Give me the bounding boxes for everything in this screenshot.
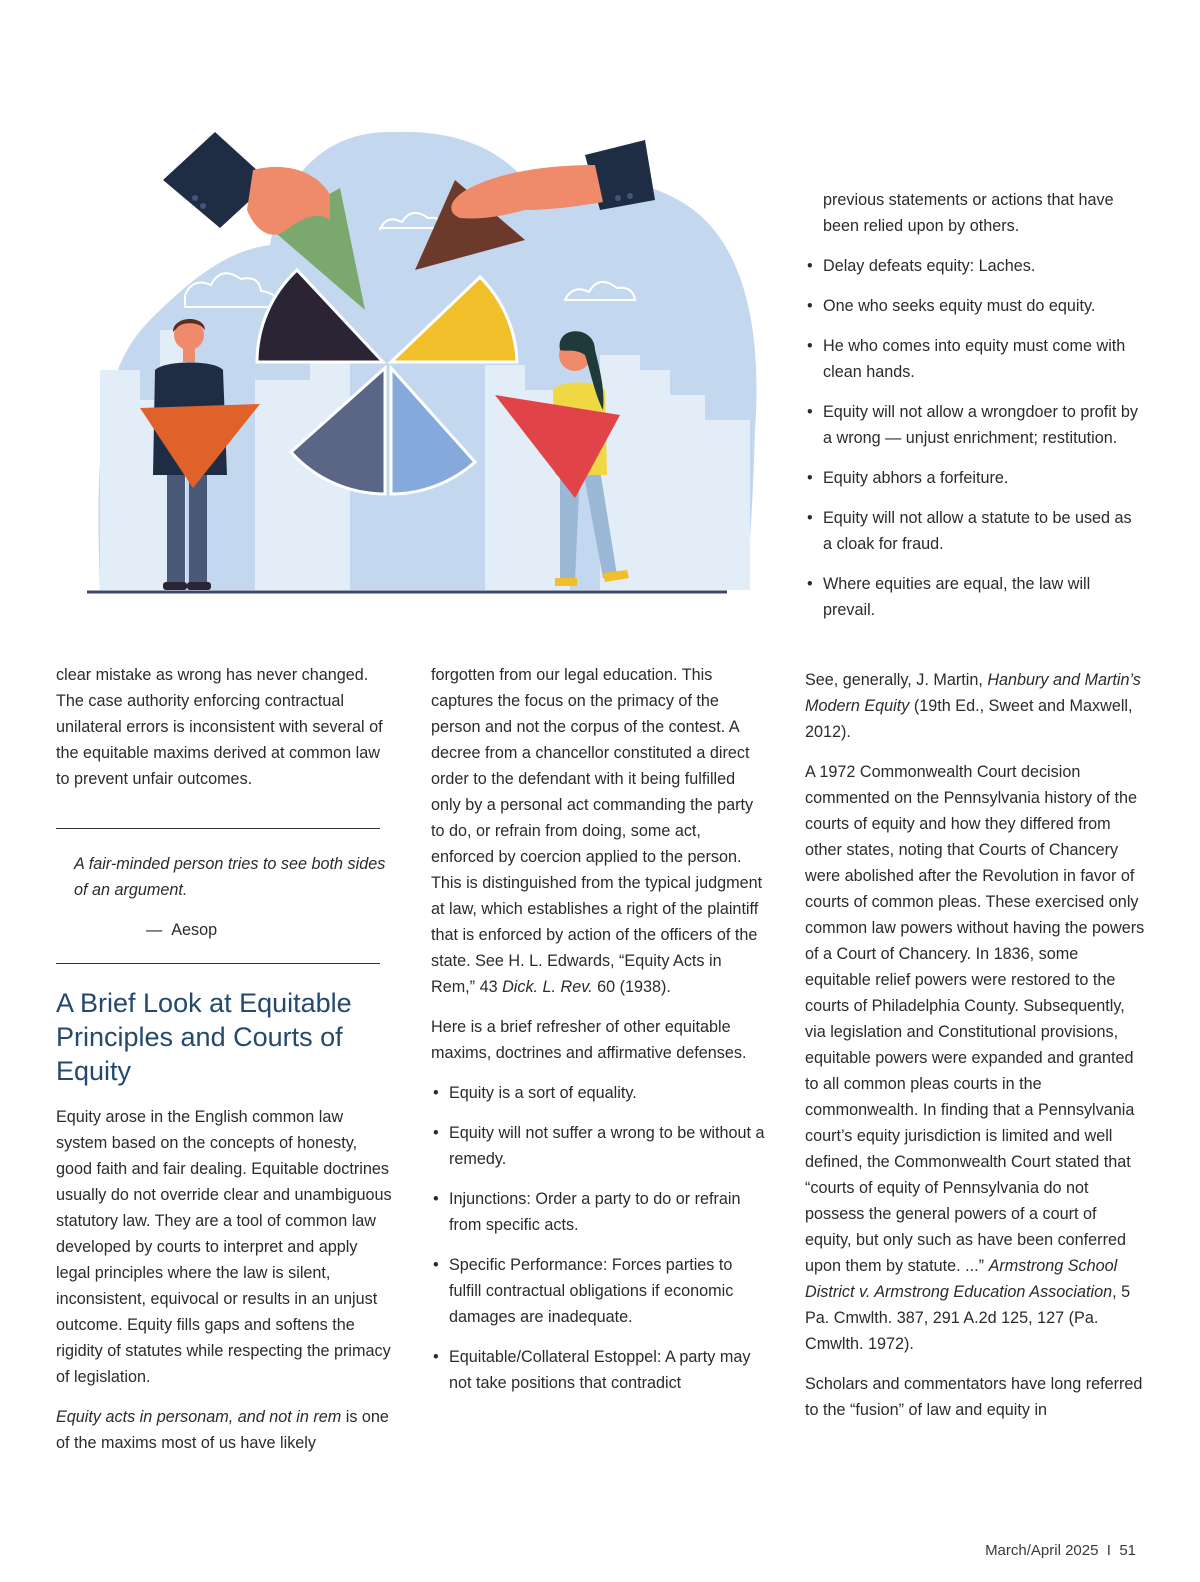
paragraph-text: 60 (1938). xyxy=(592,978,671,996)
quote-text: A fair-minded person tries to see both sides of an argument. xyxy=(74,855,386,899)
column-1 xyxy=(56,662,392,1470)
paragraph xyxy=(431,662,767,1000)
paragraph-text: A 1972 Commonwealth Court decision commented on the Pennsylvania history of the courts of equity and how they differed from other states, noting that Courts of Chancery were abolished after the Revolution in favor of courts of common pleas. These exercised only common law powers without having the powers of a Court of Chancery. In 1836, some equitable relief powers were restored to the courts of Philadelphia County. Subsequently, via legislation and Constitutional provisions, equitable powers were expanded and granted to all common pleas courts in the commonwealth. In finding that a Pennsylvania court’s equity jurisdiction is limited and well defined, the Commonwealth Court stated that “courts of equity of Pennsylvania do not possess the general powers of a court of equity, but only such as have been conferred upon them by statute. ...” xyxy=(805,763,1145,1275)
citation-italic: Hanbury and Martin’s Modern Equity xyxy=(805,671,1141,715)
list-item: • Where equities are equal, the law will prevail. xyxy=(805,571,1145,623)
paragraph: Here is a brief refresher of other equitable maxims, doctrines and affirmative defenses. xyxy=(431,1018,747,1062)
paragraph xyxy=(56,1404,392,1456)
citation-italic: Dick. L. Rev. xyxy=(502,978,593,996)
list-item: • Equity will not allow a wrongdoer to profit by a wrong — unjust enrichment; restitution. xyxy=(805,399,1145,451)
paragraph: Scholars and commentators have long referred to the “fusion” of law and equity in xyxy=(805,1375,1143,1419)
list-item: • One who seeks equity must do equity. xyxy=(805,293,1145,319)
paragraph xyxy=(805,667,1145,745)
issue-date: March/April 2025 xyxy=(985,1542,1099,1559)
section-heading: A Brief Look at Equitable Principles and Courts of Equity xyxy=(56,988,352,1086)
column-3-top xyxy=(805,187,1145,637)
case-name-italic: Armstrong School District v. Armstrong Education Association xyxy=(805,1257,1118,1301)
illustration xyxy=(55,70,765,630)
paragraph-text: is one of the maxims most of us have likely xyxy=(56,1408,389,1452)
list-item: • Equity will not allow a statute to be used as a cloak for fraud. xyxy=(805,505,1145,557)
paragraph: Equity arose in the English common law system based on the concepts of honesty, good faith and fair dealing. Equitable doctrines usually do not override clear and unambiguous statutory law. They are a tool of common law developed by courts to interpret and apply legal principles where the law is silent, inconsistent, equivocal or results in an unjust outcome. Equity fills gaps and softens the rigidity of statutes while respecting the primacy of legislation. xyxy=(56,1108,392,1386)
column-2 xyxy=(431,662,767,1410)
list-item: • Specific Performance: Forces parties to fulfill contractual obligations if economic damages are inadequate. xyxy=(431,1252,767,1330)
paragraph-text: , 5 Pa. Cmwlth. 387, 291 A.2d 125, 127 (Pa. Cmwlth. 1972). xyxy=(805,1283,1131,1353)
list-item: • Equity is a sort of equality. xyxy=(431,1080,767,1106)
list-item: • He who comes into equity must come with clean hands. xyxy=(805,333,1145,385)
pie-collaboration-illustration xyxy=(55,70,765,630)
quote-author: Aesop xyxy=(171,921,218,939)
italic-maxim: Equity acts in personam, and not in rem xyxy=(56,1408,342,1426)
footer-separator: I xyxy=(1106,1542,1111,1559)
divider xyxy=(56,963,380,964)
paragraph-text: (19th Ed., Sweet and Maxwell, 2012). xyxy=(805,697,1133,741)
maxims-list xyxy=(431,1080,767,1396)
column-3 xyxy=(805,667,1145,1437)
quote-dash: — xyxy=(146,921,163,939)
list-item: • Equitable/Collateral Estoppel: A party may not take positions that contradict xyxy=(431,1344,767,1396)
list-item: • Equity will not suffer a wrong to be without a remedy. xyxy=(431,1120,767,1172)
bullet-continuation: previous statements or actions that have been relied upon by others. xyxy=(823,191,1114,235)
page-number: 51 xyxy=(1119,1542,1136,1559)
maxims-list-continued xyxy=(805,253,1145,623)
list-item: • Injunctions: Order a party to do or refrain from specific acts. xyxy=(431,1186,767,1238)
list-item: • Equity abhors a forfeiture. xyxy=(805,465,1145,491)
paragraph: clear mistake as wrong has never changed. The case authority enforcing contractual unilateral errors is inconsistent with several of the equitable maxims derived at common law to prevent unfair outcomes. xyxy=(56,666,383,788)
pull-quote xyxy=(56,829,392,963)
list-item: • Delay defeats equity: Laches. xyxy=(805,253,1145,279)
paragraph xyxy=(805,759,1145,1357)
paragraph-text: See, generally, J. Martin, xyxy=(805,671,988,689)
quote-attribution xyxy=(74,917,392,943)
page-footer xyxy=(985,1538,1136,1564)
paragraph-text: forgotten from our legal education. This captures the focus on the primacy of the person and not the corpus of the contest. A decree from a chancellor constituted a direct order to the defendant with it being fulfilled only by a personal act commanding the party to do, or refrain from doing, some act, enforced by coercion applied to the person. This is distinguished from the typical judgment at law, which establishes a right of the plaintiff that is enforced by action of the officers of the state. See H. L. Edwards, “Equity Acts in Rem,” 43 xyxy=(431,666,763,996)
